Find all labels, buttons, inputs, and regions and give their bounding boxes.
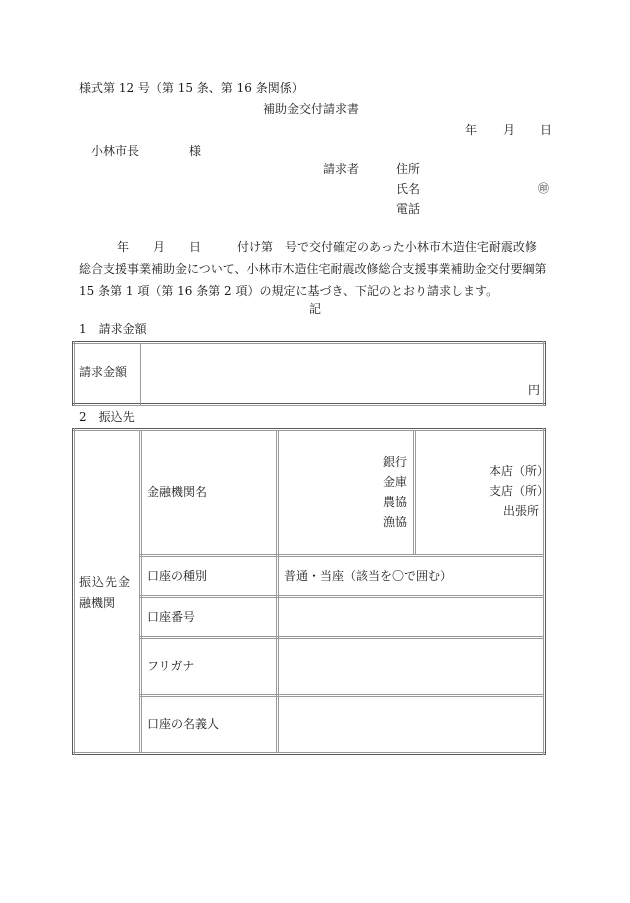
addressee-name: 小林市長 <box>91 144 140 158</box>
section-heading: 1 請求金額 <box>79 322 147 336</box>
group-label: 振込先金 <box>79 575 132 589</box>
requester-label: 請求者 <box>323 162 360 176</box>
address-label: 住所 <box>396 162 421 176</box>
document-title: 補助金交付請求書 <box>263 102 360 116</box>
addressee-suffix: 様 <box>189 144 202 158</box>
date-day: 日 <box>540 123 553 137</box>
name-label: 氏名 <box>396 182 421 196</box>
form-number: 様式第 12 号（第 15 条、第 16 条関係） <box>79 81 304 95</box>
branch-type: 支店（所） <box>489 484 550 498</box>
section-heading: 2 振込先 <box>79 410 135 424</box>
bank-type: 金庫 <box>383 475 408 489</box>
group-label: 融機関 <box>79 596 116 610</box>
account-number-label: 口座番号 <box>147 610 196 624</box>
date-month: 月 <box>503 123 516 137</box>
branch-type: 出張所 <box>503 504 540 518</box>
body-line: 15 条第 1 項（第 16 条第 2 項）の規定に基づき、下記のとおり請求します。 <box>79 284 499 298</box>
ki-marker: 記 <box>309 302 322 316</box>
seal-mark: ㊞ <box>538 182 549 195</box>
bank-type: 漁協 <box>383 515 408 529</box>
amount-label: 請求金額 <box>79 365 128 379</box>
bank-type: 農協 <box>383 495 408 509</box>
phone-label: 電話 <box>396 202 421 216</box>
branch-type: 本店（所） <box>489 464 550 478</box>
bank-name-label: 金融機関名 <box>147 485 208 499</box>
furigana-label: フリガナ <box>147 659 195 673</box>
account-type-value: 普通・当座（該当を〇で囲む） <box>284 569 453 583</box>
date-year: 年 <box>465 123 478 137</box>
account-type-label: 口座の種別 <box>147 569 208 583</box>
body-line: 総合支援事業補助金について、小林市木造住宅耐震改修総合支援事業補助金交付要綱第 <box>79 262 547 276</box>
account-holder-label: 口座の名義人 <box>147 717 220 731</box>
bank-type: 銀行 <box>383 455 408 469</box>
body-line: 年 月 日 付け第 号で交付確定のあった小林市木造住宅耐震改修 <box>117 240 537 254</box>
amount-unit: 円 <box>528 383 541 397</box>
